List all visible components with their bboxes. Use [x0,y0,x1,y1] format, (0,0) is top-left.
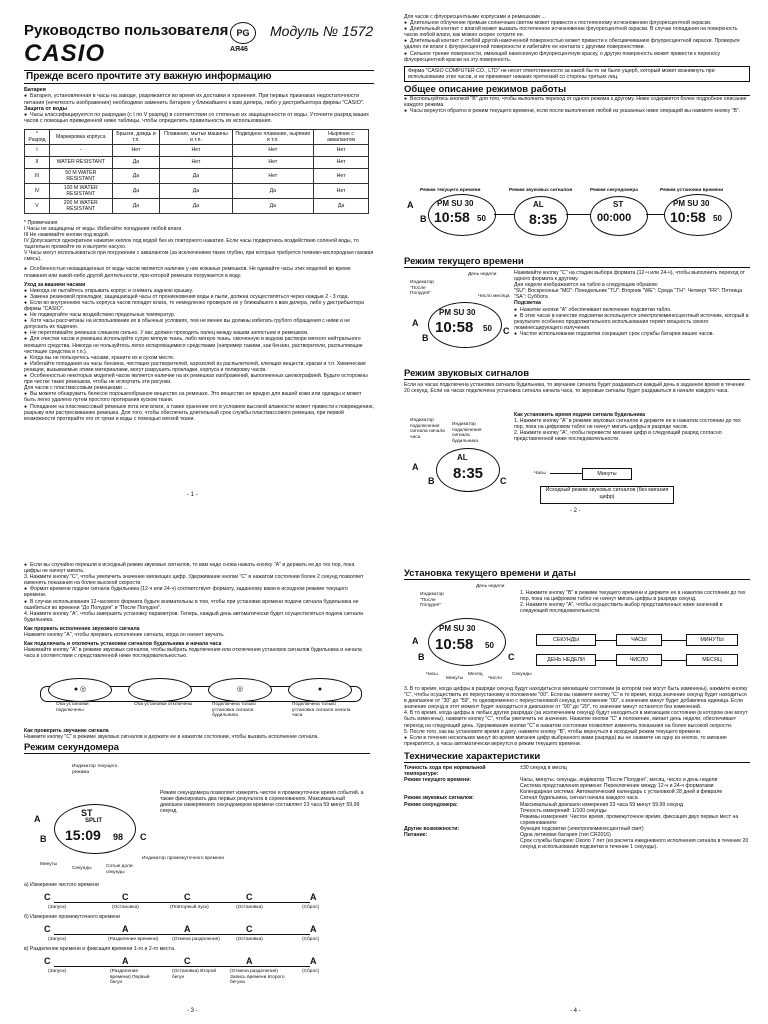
timekeeping-text [514,270,750,337]
state-chime-only-icon: ● [288,678,352,702]
mode-label: Режим звуковых сигналов [509,188,573,193]
sequence-heading: в) Разделение времени и фиксация времени 1-го и 2-го места. [24,946,176,952]
sequence-arrow [550,473,582,474]
split-indicator-label: Индикатор промежуточного времени [142,856,225,861]
water-heading: Защита от воды [24,105,68,112]
button-a-label[interactable]: A [412,636,419,646]
cycle-arrow [596,660,616,661]
lcd-top-line: AL [457,453,468,462]
button-c-label[interactable]: C [140,832,147,842]
state-alarm-only-icon: ◎ [208,678,272,702]
table-cell: II [25,156,50,168]
page-4 [404,566,750,580]
table-cell: I [25,144,50,156]
spec-label [404,838,520,850]
spec-value: Сигнал будильника, сигнал начала каждого часа [520,795,638,802]
button-c-label[interactable]: C [508,652,515,662]
spec-value: Система представления времени: Переключение между 12-ч и 24-ч форматами [520,783,714,790]
stopwatch-text: Режим секундомера позволяет измерять чистое и промежуточное время событий, а также фиксировать два первых результата в соревнованиях. Максимальный диапазон измеряемого секундомером времени составляет 23 часа 59 минут 59,99 секунд. [160,790,364,815]
spec-label: Точность хода при нормальной температуре: [404,764,486,778]
plastic-heading: Для часов с пластмассовым ремешками ... [24,385,128,392]
pm-indicator-label: Индикатор "После Полудня" [410,280,434,296]
button-b-label[interactable]: B [422,333,429,343]
table-cell: Да [112,198,160,213]
timekeeping-heading: Режим текущего времени [404,256,750,268]
alarm-set-step: 1. Нажмите кнопку "A" в режиме звуковых сигналов и держите ее в нажатом состоянии до тех пор, пока на цифровом табло не начнут мигать цифры в разряде часов. [514,418,741,431]
cycle-arrow [662,640,686,641]
spec-value: ±30 секунд в месяц [520,764,567,771]
care-item: ● Для очистки часов и ремешка используйте сухую мягкую ткань, либо мягкую ткань, смоченную в водном растворе мягкого нейтрального моющего средства. Никогда не пользуйтесь легко испаряющимися средствами (например такими, как бензин, растворители, распыляющие чистящие средства и т.п.). [24,336,374,354]
table-cell: 200 M WATER RESISTANT [49,198,112,213]
spec-label: Режим секундомера: [404,801,458,808]
spec-value: Одна литиевая батарея (тип CR2016) [520,831,611,838]
spec-value: Режимы измерения: Чистое время, промежуточное время, фиксация двух первых мест на соревнованиях [520,813,739,826]
fluorescent-item: ● Длительное облучение прямым солнечным светом может привести к постепенному исчезновению флуоресцентной окраски. [404,20,750,26]
alarm-set-step: 2. Нажмите кнопку "A", чтобы перевести мигание цифр в следующий разряд согласно представленной ниже последовательности. [514,430,722,443]
page-1 [24,20,374,422]
page-3 [24,562,370,659]
spec-row [404,814,750,826]
manual-header [24,20,374,68]
table-cell: Нет [314,168,369,183]
spec-value: Часы, минуты, секунды, индикатор "После Полудня", месяц, число и день недели [520,777,718,784]
sequence-step-label: (Запуск) [48,937,67,942]
button-b-label[interactable]: B [420,214,427,224]
timekeeping-section [404,254,750,268]
sequence-step-label: (Запуск) [48,905,67,910]
sequence-step-label: (Сброс) [302,905,320,910]
table-cell: Нет [314,156,369,168]
mode-label: Режим текущего времени [420,188,481,193]
lcd-main-digits: 10:58 [434,209,470,225]
stop-alarm-heading: Как прервать исполнение звукового сигнала [24,625,140,632]
format-text: Нажимайте кнопку "C" на стадии выбора формата (12-ч или 24-ч), чтобы выполнить переход от одного формата к другому. [514,270,746,283]
table-cell: Да [232,198,314,213]
lcd-top-line: PM SU 30 [437,199,474,208]
cycle-arrow [662,660,686,661]
set-step: ● Если в течение нескольких минут во время мигания цифр выбранного вами разряда) вы не нажмете ни одну из кнопок, то мигание прекратится, а часы автоматически вернутся в режим текущего времени. [404,735,750,747]
alarm-set-heading: Как установить время подачи сигнала будильника [514,412,646,418]
table-header-cell: Подводное плавание, ныряние и т.п. [232,129,314,144]
sequence-step-label: (Остановка) [236,937,263,942]
sequence-step-label: (Разделение времени) [108,937,159,942]
dow-heading: Дни недели изображаются на табло в следующем образом: [514,282,659,289]
table-header-cell: Маркировка корпуса [49,129,112,144]
manual-title: Руководство пользователя [24,22,229,39]
cycle-minutes: МИНУТЫ [686,634,738,646]
fluorescent-heading: Для часов с флуоресцентными корпусами и ремешками ... [404,14,546,20]
water-resistance-table [24,129,369,214]
plastic-item: ● Попадание на пластмассовый ремешок пота или влаги, а также хранение его в условиях высокой влажности может привести к повреждению, разрыву или растрескиванию ремешка. Для того, чтобы обеспечить длительный срок службы пластмассового ремешка, при первой возможности протирайте его от грязи и воды с помощью мягкой ткани. [24,404,374,422]
button-c-mark: C [44,892,51,902]
alarm-step: ● Формат времени подачи сигнала будильника (12-ч или 24-ч) соответствует формату, заданному вами в исходном режиме текущего времени. [24,586,370,598]
button-b-label[interactable]: B [40,834,47,844]
care-item: ● Никогда не пытайтесь открывать корпус и снимать заднюю крышку. [24,288,374,294]
button-c-label[interactable]: C [503,326,510,336]
care-heading: Уход за вашими часами [24,281,86,288]
table-cell: V [25,198,50,213]
lcd-top-line: ST [613,200,624,209]
battery-heading: Батарея [24,87,46,93]
state-label: Подключена только установка сигнала начала часа [292,702,351,718]
page-2 [404,14,750,114]
sequence-step-label: (Запуск) [48,969,67,974]
table-header-cell: Ныряние с аквалангом [314,129,369,144]
table-cell: Нет [232,168,314,183]
alarm-step: ● В случае использования 12-часового формата будьте внимательны в том, чтобы при установке времени подачи сигнала будильника не ошибиться во времени "До Полудня" и "После Полудня". [24,599,370,611]
table-row [25,168,369,183]
dow-label: День недели [476,584,505,589]
certification-mark-icon: PG [230,22,256,44]
table-cell: Нет [112,144,160,156]
button-c-mark: C [184,956,191,966]
alarm-heading: Режим звуковых сигналов [404,368,750,380]
sequence-arrow [54,902,310,903]
mode-label: Режим секундомера [590,188,638,193]
fluorescent-item: ● Длительный контакт с любой другой намоченной поверхностью может привести к обесцвечиванию флуоресцентной окраски. Проверьте удален ли влаги с флуоресцентной поверхности и избегайте ее контакта с другими поверхностями. [404,38,750,50]
sequence-hours: Часы [534,471,546,476]
lcd-top-line: ST [81,808,93,818]
specs-list [404,765,750,850]
set-step: 1. Нажмите кнопку "B" в режиме текущего времени и держите ее в нажатом состоянии до тех пор, пока на цифровом табло не начнут мигать цифры в разряде секунд. [520,590,746,603]
disclaimer-box: Фирма "CASIO COMPUTER CO., LTD" не несет ответственности за какой бы то ни было ущерб, который может возникнуть при использовании этих часов, и не принимает никаких претензий со стороны третьих лиц. [404,66,750,82]
lcd-top-line: PM SU 30 [439,308,476,317]
lcd-top-line: PM SU 30 [439,624,476,633]
hourly-chime-indicator-label: Индикатор подключения сигнала начала часа [410,418,445,440]
state-label: Оба установки подключены [56,702,89,713]
button-a-label[interactable]: A [407,200,414,210]
modes-item: ● Часы вернутся обратно в режим текущего времени, если после выполнения любой из указанных ниже операций вы нажмете кнопку "B". [404,108,750,114]
lcd-main-digits: 10:58 [670,209,706,225]
alarm-set-text [514,412,750,442]
test-alarm-heading: Как проверить звучание сигнала [24,728,109,734]
button-c-mark: C [184,892,191,902]
alarm-step: ● Если вы случайно перешли в исходный режим звуковых сигналов, то вам надо снова нажать кнопку "A" и держать ее до тех пор, пока цифры не начнут мигать. [24,562,370,574]
cycle-arrow [596,640,616,641]
table-cell: Да [232,183,314,198]
field-label: Минуты [446,676,464,681]
spec-value: Срок службы батареи: Около 7 лет (из расчета ежедневного исполнения сигнала в течение 20 секунд и использования подсветки в течение 1 секунды). [520,838,749,851]
table-cell: Нет [314,183,369,198]
lcd-split-indicator: SPLIT [85,818,103,824]
mode-arrow [494,214,514,215]
spec-label: Режим текущего времени: [404,777,472,784]
button-a-mark: A [246,956,253,966]
set-more [404,686,750,850]
table-header-cell: Плавание, мытье машины и т.п. [160,129,232,144]
table-row [25,198,369,213]
sequence-arrow [54,934,310,935]
note-item: IV Допускается однократное нажатие кнопок под водой без их повторного нажатия. Если часы подвергнись воздействию соленой воды, то тщательно промойте их и вытрите насухо. [24,238,359,251]
mode-arrow [646,214,664,215]
modes-heading: Общее описание режимов работы [404,84,750,96]
test-alarm-section [24,728,370,754]
care-item: ● Особенностью некоторых моделей часов является наличие на их ремешках изображений, выполненных шелкографией. Будьте осторожны при чистке таких ремешков, чтобы не испортить эти рисунки. [24,373,374,385]
set-step: 4. В то время, когда цифры в любых других разрядах (за исключением секунд) будут находиться в мигающем состоянии (в котором они могут быть изменены), нажмите кнопку "C", чтобы увеличить их значение. Нажатие кнопки "C" в положение, мигает день недели, обеспечивает переход на следующий день. Удерживание кнопки "C" в нажатом состоянии позволяет изменять показания на более высокой скорости. [404,710,748,729]
module-number: Модуль № 1572 [270,23,374,39]
field-label: Часы [426,672,438,677]
lcd-stopwatch [590,196,648,236]
day-of-week-label: День недели [468,272,497,277]
table-cell: Нет [314,144,369,156]
spec-value: Максимальный диапазон измерения 23 часа 59 минут 59,99 секунд [520,801,684,808]
spec-value: Функция подсветки (электролюминесцентный свет) [520,825,644,832]
set-steps [520,590,750,614]
table-cell: Нет [232,144,314,156]
alarm-section [404,366,750,394]
care-item: ● Если во внутреннюю часть корпуса часов попадет влага, то немедленно проверьте их у ближайшего к вам дилера, либо у дистрибьютора фирмы "CASIO". [24,300,374,312]
care-item: ● Не подвергайте часы воздействию предельных температур. [24,312,374,318]
button-b-label[interactable]: B [428,476,435,486]
table-cell: 50 M WATER RESISTANT [49,168,112,183]
button-a-mark: A [184,924,191,934]
lcd-hundredths: 98 [113,832,124,842]
button-c-mark: C [122,892,129,902]
sequence-step-label: (Отмена разделения) Запись времени второго бегуна [230,969,285,985]
note-item: I Часы не защищены от воды. Избегайте попадания любой влаги. [24,225,183,232]
read-first-heading: Прежде всего прочтите эту важную информацию [24,70,374,84]
sequence-minutes-box: Минуты [582,468,632,480]
spec-label: Питание: [404,831,428,838]
spec-row [404,838,750,850]
table-cell: Да [160,183,232,198]
sequence-step-label: (Сброс) [302,969,320,974]
brand-logo: CASIO [24,40,106,67]
button-a-label[interactable]: A [412,318,419,328]
table-cell: Да [314,198,369,213]
sequence-step-label: (Остановка) Второй бегун [172,969,217,980]
button-a-label[interactable]: A [34,814,41,824]
set-time-heading: Установка текущего времени и даты [404,568,750,580]
cycle-hours: ЧАСЫ [616,634,662,646]
care-item: ● Когда вы не пользуетесь часами, храните их в сухом месте. [24,355,374,361]
alarm-step: 4. Нажмите кнопку "A", чтобы завершить установку параметров. Теперь, каждый день автоматически будет осуществляться подача сигнала будильника. [24,610,363,623]
stopwatch-heading: Режим секундомера [24,742,370,754]
button-c-mark: C [246,892,253,902]
button-a-mark: A [122,956,129,966]
table-cell: Да [112,183,160,198]
lcd-seconds: 50 [483,324,492,333]
mode-label: Режим установки времени [660,188,724,193]
spec-row [404,765,750,777]
specs-heading: Технические характеристики [404,751,750,763]
hundredths-label: Сотые доли секунды [106,864,133,875]
notes-heading: * Примечания [24,219,58,226]
lcd-main-digits: 15:09 [65,827,101,843]
spec-value: Точность измерений: 1/100 секунды [520,807,607,814]
page-number: - 3 - [187,1008,198,1014]
pm-indicator-label: Индикатор "После Полудня" [420,592,444,608]
table-cell: IV [25,183,50,198]
care-item: ● Хотя часы рассчитаны на использование их в обычных условиях, тем не менее вы должны избегать грубого обращения с ними и не допускать их падения. [24,318,374,330]
lcd-main-digits: 10:58 [435,636,474,653]
lcd-timekeeping-detail [428,302,502,348]
lcd-set-time [428,618,506,666]
sequence-arrow [54,966,310,967]
dow-list: "SU": Воскресенье "MO": Понедельник "TU": Вторник "WE": Среда "TH": Четверг "FR": Пятница "SA": Суббота [514,288,743,301]
field-label: Число [488,676,502,681]
lcd-alarm-detail [436,448,500,492]
lcd-time-setting [664,194,732,236]
lcd-main-digits: 8:35 [529,211,558,227]
care-item: ● Замена резиновой прокладки, защищающей часы от проникновения воды и пыли, должна осуществляться через каждые 2 - 3 года. [24,294,374,300]
set-step: 2. Нажмите кнопку "A", чтобы осуществить выбор представленных ниже значений в следующей последовательности. [520,602,723,615]
note-item: III Не нажимайте кнопки под водой. [24,231,110,238]
date-label: Число месяца [478,294,510,299]
field-label: Секунды [512,672,532,677]
table-cell: Нет [232,156,314,168]
sequence-step-label: (Остановка) [112,905,139,910]
care-item: ● Избегайте попадания на часы бензина, чистящих растворителей, аэрозолей из распылителей, клеящих веществ, краски и т.п. Химические реакции, вызываемые этими материалами, могут разрушить прокладки, корпуса и полировку часов. [24,361,374,373]
cycle-seconds: СЕКУНДЫ [536,634,596,646]
sequence-step-label: (Отмена разделения) [172,937,220,942]
sequence-step-label: (Остановка) [236,905,263,910]
water-text: ● Часы классифицируются по разрядам (с I по V разряд) в соответствии со степенью их защищенности от воды. Уточните разряд ваших часов с помощью приведенной ниже таблицы, чтобы определить правильность их использования. [24,112,374,125]
cycle-dow: ДЕНЬ НЕДЕЛИ [536,654,596,666]
state-both-on-icon: ● ◎ [48,678,112,702]
leather-strap-note: ● Особенностью незащищенных от воды часов является наличие у них кожаных ремешков. Не одевайте часы этих моделей во время плавания или какой-либо другой деятельности, при которой ремешок погружается в воду. [24,266,374,278]
spec-label: Режим звуковых сигналов: [404,795,475,802]
spec-label [404,814,520,826]
stop-alarm-text: Нажмите кнопку "A", чтобы прервать исполнение сигнала, когда он начнет звучать. [24,632,225,639]
cycle-date: ЧИСЛО [616,654,662,666]
mode-indicator-label: Индикатор текущего режима [72,764,118,775]
lcd-seconds: 50 [485,641,494,650]
table-header-cell: Брызги, дождь и т.п. [112,129,160,144]
lcd-stopwatch-detail [54,804,136,854]
state-label: Подключена только установка сигнала будильника [212,702,256,718]
cycle-month: МЕСЯЦ [686,654,738,666]
button-a-mark: A [122,924,129,934]
sequence-heading: б) Измерение промежуточного времени [24,914,121,920]
lcd-top-line: PM SU 30 [673,199,710,208]
alarm-step: 3. Нажмите кнопку "C", чтобы увеличить значение мигающих цифр. Удерживание кнопки "C" в нажатом состоянии более 2 секунд позволяет изменять показания на более высокой скорости. [24,574,364,587]
mode-arrow [566,214,590,215]
test-alarm-text: Нажмите кнопку "C" в режиме звуковых сигналов и держите ее в нажатом состоянии, чтобы вызвать исполнение сигнала. [24,734,319,741]
table-row [25,183,369,198]
lcd-seconds: 50 [477,214,486,223]
onoff-heading: Как подключать и отключать установки сигналов будильника и начала часа [24,641,222,648]
spec-label: Другие возможности: [404,825,460,832]
light-item: ● В этих часах в качестве подсветки используется электролюминесцентный источник, который в результате особенно продолжительного использования теряет мощность своего люминесцирующего излучения. [514,313,750,331]
minutes-label: Минуты [40,862,58,867]
battery-text: ● Батарея, установленная в часы на заводе, разряжается во время их доставки и хранения. При первых признаках недостаточности питания (нечеткость изображения) необходимо заменить батарею у ближайшего к вам дилера, либо у дистрибьютора фирмы "CASIO". [24,93,374,106]
button-a-label[interactable]: A [412,462,419,472]
table-cell: Нет [160,144,232,156]
certification-code: АЯ46 [230,46,248,53]
care-item: ● Не перетягивайте ремешок слишком сильно. У вас должен проходить палец между вашим запястьем и ремешком. [24,330,374,336]
note-item: V Часы могут использоваться при погружении с аквалангом (за исключением таких глубин, при которых требуется гелиево-кислородная газовая смесь). [24,250,374,263]
set-step: 3. В то время, когда цифры в разряде секунд будут находиться в мигающем состоянии (в котором они могут быть изменены), нажмите кнопку "C", чтобы осуществить их переустановку в положение "00". Если вы нажмете кнопку "C" в то время, когда значение секунд будет находиться в диапазоне от "30" до "59", то одновременно с переустановкой секунд в положение "00", к значению минут будет добавлена единица. Если значение секунд в этот момент будет находиться в диапазоне от "00" до "29", то значение минут останется без изменений. [404,686,748,711]
modes-item: ● Воспользуйтесь кнопкой "B" для того, чтобы выполнить переход от одного режима к другому. Ниже содержится более подробное описание каждого режима. [404,96,750,108]
table-cell: Да [112,156,160,168]
state-label: Оба установки отключены [134,702,193,707]
onoff-text: Нажимайте кнопку "A" в режиме звуковых сигналов, чтобы выбрать подключения или отключения установок сигналов будильника и начала часа в соответствии с представленной ниже последовательностью. [24,647,362,660]
plastic-item: ● Вы можете обнаружить белесое порошкообразное вещество на ремешке. Это вещество не вредно для вашей кожи или одежды и может быть легко удалено путем простого протирания куском ткани. [24,391,374,403]
button-a-mark: A [310,892,317,902]
lcd-seconds: 50 [713,214,722,223]
button-c-mark: C [246,924,253,934]
light-item: ● Нажатие кнопки "A" обеспечивает включение подсветки табло. [514,307,750,313]
table-row [25,156,369,168]
lcd-main-digits: 8:35 [453,465,484,482]
lcd-timekeeping [428,194,496,236]
alarm-text: Если на часах подключена установка сигнала будильника, то звучание сигнала будет раздаваться каждый день в заданное время в течение 20 секунд. Если на часах подключена установка сигнала начала часа, то звуковые сигналы будет раздаваться в начале каждого часа. [404,382,745,395]
lcd-main-digits: 00:000 [597,212,632,224]
table-cell: III [25,168,50,183]
table-cell: Нет [160,156,232,168]
table-cell: Да [160,198,232,213]
light-item: ● Частое использование подсветки сокращает срок службы батареи ваших часов. [514,331,750,337]
light-heading: Подсветка [514,300,541,307]
sequence-step-label: (Повторный пуск) [170,905,209,910]
state-both-off-icon [128,678,192,702]
table-cell: WATER RESISTANT [49,156,112,168]
page-number: - 1 - [187,492,198,498]
sequence-step-label: (Сброс) [302,937,320,942]
sequence-initial-box: Исходный режим звуковых сигналов (без мигания цифр) [540,486,674,504]
sequence-step-label: (Разделение времени) Первый бегун [110,969,150,985]
table-cell: 100 M WATER RESISTANT [49,183,112,198]
table-header-cell: * Разряд [25,129,50,144]
table-cell: Да [160,168,232,183]
seconds-label: Секунды [72,866,92,871]
button-b-label[interactable]: B [418,652,425,662]
fluorescent-item: ● Сильное трение поверхности, имеющей нанесенную флуоресцентную краску, о другую поверхность может привести к переносу флуоресцентной краски на эту поверхность. [404,51,750,63]
table-cell: Да [112,168,160,183]
sequence-heading: а) Измерение чистого времени [24,882,99,888]
page-number: - 2 - [570,508,581,514]
lcd-main-digits: 10:58 [435,319,474,336]
lcd-top-line: AL [533,200,544,209]
spec-value: Календарная система: Автоматический календарь с установкой 28 дней в феврале [520,789,723,796]
button-a-mark: A [310,956,317,966]
button-c-label[interactable]: C [500,476,507,486]
button-a-mark: A [310,924,317,934]
set-step: 5. После того, как вы установите время и дату, нажмите кнопку "B", чтобы вернуться в исходный режим текущего времени. [404,728,702,735]
fluorescent-item: ● Длительный контакт с влагой может вызвать постепенное исчезновение флуоресцентной окраски. В случае попадания на поверхность часов любой влаги, как можно скорее сотрите ее. [404,26,750,38]
button-c-mark: C [44,956,51,966]
table-row [25,144,369,156]
lcd-alarm [514,196,568,236]
table-header-row [25,129,369,144]
page-number: - 4 - [570,1008,581,1014]
alarm-indicator-label: Индикатор подключения сигнала будильника [452,422,482,444]
table-cell: - [49,144,112,156]
button-c-mark: C [44,924,51,934]
field-label: Месяц [468,672,483,677]
